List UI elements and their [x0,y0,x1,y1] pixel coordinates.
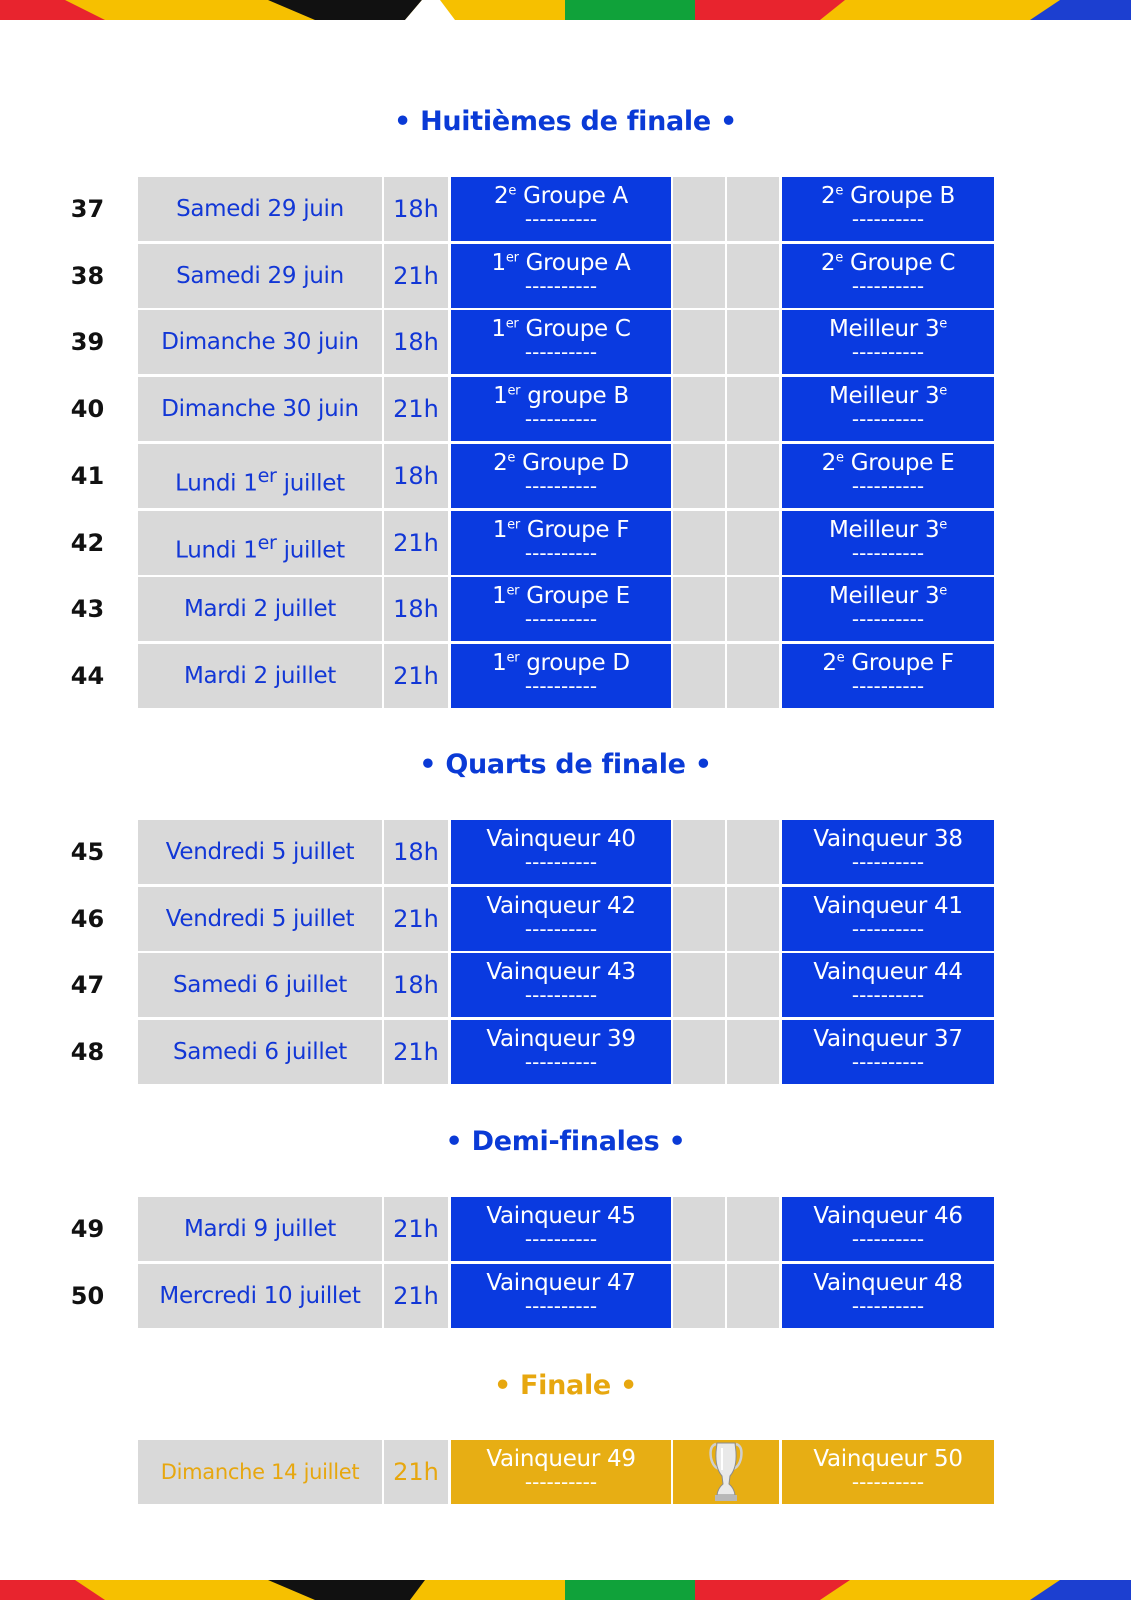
match-number: 46 [70,905,105,933]
trophy-cell [673,1440,779,1504]
match-time: 18h [384,444,448,508]
score-placeholder: ---------- [524,407,598,431]
match-number: 50 [70,1282,105,1310]
home-score-box [673,1264,725,1328]
home-team [451,177,671,241]
team-name: Vainqueur 37 [813,1026,963,1052]
home-team [451,1197,671,1261]
away-team [782,511,994,575]
match-time: 18h [384,577,448,641]
match-time: 18h [384,820,448,884]
team-name: 2e Groupe D [493,450,629,476]
score-placeholder: ---------- [851,850,925,874]
home-score-box [673,644,725,708]
home-team [451,444,671,508]
team-name: Meilleur 3e [829,316,947,342]
match-date: Lundi 1er juillet [138,444,382,508]
home-team [451,377,671,441]
team-name: 1er Groupe A [491,250,631,276]
away-team [782,177,994,241]
match-row [0,644,1131,708]
home-score-box [673,177,725,241]
match-number: 38 [70,262,105,290]
match-date: Vendredi 5 juillet [138,887,382,951]
match-row [0,244,1131,308]
match-time: 21h [384,1020,448,1084]
team-name: Vainqueur 50 [813,1446,963,1472]
away-score-box [727,244,779,308]
match-row [0,310,1131,374]
away-score-box [727,511,779,575]
team-name: Vainqueur 44 [813,959,963,985]
home-score-box [673,1197,725,1261]
bottom-color-stripe [0,1580,1131,1600]
away-score-box [727,644,779,708]
team-name: 1er groupe B [493,383,629,409]
match-number: 39 [70,328,105,356]
away-team [782,244,994,308]
home-score-box [673,953,725,1017]
away-score-box [727,953,779,1017]
home-team [451,820,671,884]
away-team [782,1020,994,1084]
match-row [0,177,1131,241]
home-score-box [673,577,725,641]
away-team [782,444,994,508]
team-name: 2e Groupe E [821,450,955,476]
team-name: 1er Groupe C [491,316,631,342]
team-name: Vainqueur 41 [813,893,963,919]
home-team [451,310,671,374]
score-placeholder: ---------- [524,274,598,298]
match-time: 21h [384,644,448,708]
away-score-box [727,577,779,641]
score-placeholder: ---------- [851,207,925,231]
score-placeholder: ---------- [524,474,598,498]
match-row [0,444,1131,508]
away-score-box [727,1264,779,1328]
trophy-icon [673,1440,779,1504]
match-number: 44 [70,662,105,690]
match-date: Samedi 6 juillet [138,953,382,1017]
team-name: Meilleur 3e [829,517,947,543]
home-score-box [673,511,725,575]
section-title: • Quarts de finale • [419,749,712,780]
match-number: 47 [70,971,105,999]
home-score-box [673,377,725,441]
home-score-box [673,310,725,374]
team-name: Vainqueur 40 [486,826,636,852]
team-name: 1er Groupe F [492,517,630,543]
home-score-box [673,887,725,951]
match-row [0,1264,1131,1328]
team-name: 2e Groupe A [494,183,628,209]
match-time: 18h [384,310,448,374]
away-team [782,377,994,441]
match-date: Samedi 29 juin [138,244,382,308]
away-team [782,1197,994,1261]
score-placeholder: ---------- [851,1227,925,1251]
match-time: 21h [384,511,448,575]
away-score-box [727,310,779,374]
score-placeholder: ---------- [524,674,598,698]
score-placeholder: ---------- [851,983,925,1007]
match-row [0,377,1131,441]
score-placeholder: ---------- [524,983,598,1007]
match-time: 21h [384,377,448,441]
match-row [0,887,1131,951]
final-row [0,1440,1131,1504]
match-date: Vendredi 5 juillet [138,820,382,884]
away-score-box [727,887,779,951]
score-placeholder: ---------- [524,340,598,364]
match-date: Mardi 2 juillet [138,577,382,641]
match-date: Lundi 1er juillet [138,511,382,575]
match-row [0,511,1131,575]
away-score-box [727,820,779,884]
match-time: 21h [384,1197,448,1261]
top-color-stripe [0,0,1131,20]
away-score-box [727,444,779,508]
match-number: 49 [70,1215,105,1243]
home-team [451,577,671,641]
score-placeholder: ---------- [524,1050,598,1074]
match-row [0,953,1131,1017]
team-name: 1er Groupe E [492,583,630,609]
score-placeholder: ---------- [524,541,598,565]
match-time: 18h [384,953,448,1017]
away-team [782,310,994,374]
match-row [0,1197,1131,1261]
team-name: Vainqueur 39 [486,1026,636,1052]
match-row [0,1020,1131,1084]
away-score-box [727,1197,779,1261]
match-number: 37 [70,195,105,223]
away-team [782,577,994,641]
away-team [782,887,994,951]
match-time: 18h [384,177,448,241]
home-score-box [673,444,725,508]
team-name: Vainqueur 49 [486,1446,636,1472]
home-team [451,644,671,708]
match-number: 41 [70,462,105,490]
match-number: 42 [70,529,105,557]
away-team [782,644,994,708]
score-placeholder: ---------- [851,917,925,941]
final-time: 21h [384,1440,448,1504]
home-team [451,953,671,1017]
team-name: Vainqueur 48 [813,1270,963,1296]
home-team [451,887,671,951]
team-name: Vainqueur 43 [486,959,636,985]
score-placeholder: ---------- [524,1227,598,1251]
away-score-box [727,1020,779,1084]
team-name: Meilleur 3e [829,583,947,609]
score-placeholder: ---------- [851,1294,925,1318]
home-score-box [673,1020,725,1084]
match-date: Samedi 29 juin [138,177,382,241]
score-placeholder: ---------- [524,850,598,874]
away-team [782,1440,994,1504]
match-row [0,577,1131,641]
score-placeholder: ---------- [851,541,925,565]
section-title: • Huitièmes de finale • [394,106,737,137]
score-placeholder: ---------- [851,340,925,364]
team-name: 2e Groupe F [822,650,954,676]
home-team [451,511,671,575]
match-number: 43 [70,595,105,623]
team-name: Vainqueur 38 [813,826,963,852]
team-name: Vainqueur 45 [486,1203,636,1229]
score-placeholder: ---------- [851,1470,925,1494]
match-time: 21h [384,887,448,951]
match-time: 21h [384,244,448,308]
score-placeholder: ---------- [524,917,598,941]
away-team [782,953,994,1017]
match-date: Dimanche 30 juin [138,310,382,374]
away-score-box [727,177,779,241]
home-team [451,1020,671,1084]
away-score-box [727,377,779,441]
score-placeholder: ---------- [524,607,598,631]
final-date: Dimanche 14 juillet [138,1440,382,1504]
team-name: 2e Groupe B [821,183,955,209]
away-team [782,1264,994,1328]
team-name: Vainqueur 42 [486,893,636,919]
score-placeholder: ---------- [851,474,925,498]
score-placeholder: ---------- [524,1294,598,1318]
team-name: 1er groupe D [492,650,630,676]
match-date: Dimanche 30 juin [138,377,382,441]
section-title: • Demi-finales • [445,1126,686,1157]
team-name: Meilleur 3e [829,383,947,409]
match-date: Mardi 2 juillet [138,644,382,708]
score-placeholder: ---------- [851,274,925,298]
match-number: 48 [70,1038,105,1066]
team-name: Vainqueur 46 [813,1203,963,1229]
match-time: 21h [384,1264,448,1328]
score-placeholder: ---------- [524,207,598,231]
away-team [782,820,994,884]
match-date: Mercredi 10 juillet [138,1264,382,1328]
match-date: Samedi 6 juillet [138,1020,382,1084]
home-team [451,1440,671,1504]
match-number: 40 [70,395,105,423]
score-placeholder: ---------- [851,674,925,698]
score-placeholder: ---------- [851,407,925,431]
score-placeholder: ---------- [524,1470,598,1494]
home-team [451,244,671,308]
score-placeholder: ---------- [851,1050,925,1074]
match-number: 45 [70,838,105,866]
team-name: Vainqueur 47 [486,1270,636,1296]
match-date: Mardi 9 juillet [138,1197,382,1261]
score-placeholder: ---------- [851,607,925,631]
match-row [0,820,1131,884]
home-team [451,1264,671,1328]
final-title: • Finale • [493,1370,638,1401]
home-score-box [673,244,725,308]
team-name: 2e Groupe C [820,250,956,276]
home-score-box [673,820,725,884]
